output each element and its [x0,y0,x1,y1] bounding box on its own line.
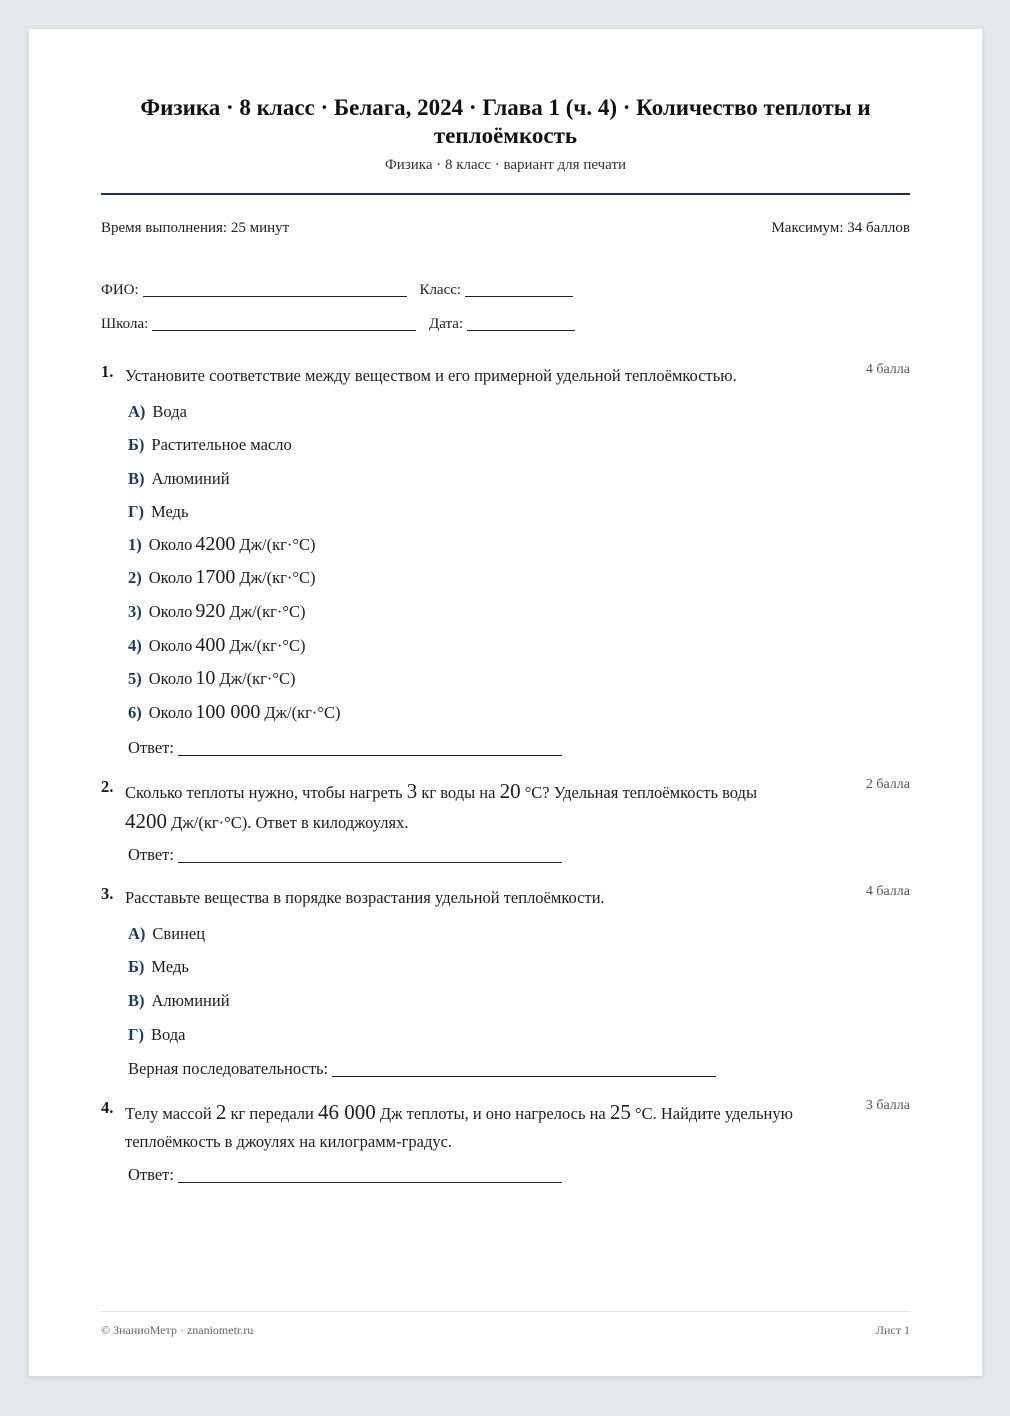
sequence-item-b [128,957,189,977]
option-label: 6) [128,703,142,722]
text-part: кг передали [230,1104,314,1123]
max-score: Максимум: 34 баллов [771,220,910,236]
answer-row-2 [128,845,562,865]
item-text: Медь [151,957,189,976]
match-item-v [128,469,230,489]
question-number: 3. [101,884,114,903]
date-label: Дата: [429,316,464,332]
option-label: 2) [128,568,142,587]
worksheet-page [29,29,982,1376]
footer-copyright: © ЗнаниоМетр · znaniometr.ru [101,1323,254,1337]
option-prefix: Около [148,568,193,587]
text-part: Сколько теплоты нужно, чтобы нагреть [125,783,403,802]
text-part: °C? Удельная теплоёмкость воды [524,783,758,802]
page-subtitle: Физика · 8 класс · вариант для печати [384,157,627,173]
item-label: Г) [128,1025,144,1044]
match-item-g [128,502,188,522]
item-label: Б) [128,957,145,976]
text-part: °C. Найдите удельную теплоёмкость в джоулях на килограмм-градус. [125,1104,793,1151]
number-value: 46 000 [318,1100,376,1124]
item-text: Вода [151,1025,186,1044]
option-value: 920 [195,600,226,622]
item-label: А) [128,924,146,943]
sequence-item-v [128,991,230,1011]
item-text: Алюминий [151,469,230,488]
text-part: кг воды на [421,783,496,802]
question-number: 2. [101,777,114,796]
option-label: 1) [128,535,142,554]
answer-label: Ответ: [128,845,174,864]
item-text: Свинец [152,924,206,943]
item-label: Б) [128,435,145,454]
school-label: Школа: [101,316,149,332]
item-text: Вода [152,402,187,421]
answer-label: Ответ: [128,1165,174,1184]
answer-input-line[interactable] [332,1076,716,1077]
fio-class-row [101,282,573,299]
option-unit: Дж/(кг·°C) [229,636,306,655]
question-points: 4 балла [865,884,910,899]
question-number: 1. [101,362,114,381]
fio-label: ФИО: [101,282,139,298]
option-prefix: Около [148,669,193,688]
question-text [125,1098,855,1156]
item-label: А) [128,402,146,421]
text-part: Дж теплоты, и оно нагрелось на [379,1104,606,1123]
option-prefix: Около [148,602,193,621]
match-option-5 [128,667,296,690]
option-value: 400 [195,634,226,656]
item-text: Медь [151,502,189,521]
school-date-row [101,316,575,333]
text-part: Телу массой [125,1104,212,1123]
option-prefix: Около [148,535,193,554]
match-option-3 [128,600,306,623]
answer-input-line[interactable] [178,862,562,863]
number-value: 20 [499,779,521,803]
fio-input-line[interactable] [143,296,407,297]
sequence-item-g [128,1025,186,1045]
number-value: 25 [609,1100,631,1124]
option-value: 1700 [195,566,236,588]
question-text: Установите соответствие между веществом и его примерной удельной теплоёмкостью. [125,366,737,385]
date-input-line[interactable] [467,330,575,331]
question-number: 4. [101,1098,114,1117]
number-value: 3 [406,779,418,803]
item-label: В) [128,469,145,488]
answer-row-4 [128,1165,562,1185]
answer-label: Верная последовательность: [128,1059,329,1078]
answer-label: Ответ: [128,738,174,757]
item-label: В) [128,991,145,1010]
footer-divider [101,1311,910,1312]
footer-sheet-number: Лист 1 [875,1323,910,1337]
question-text [125,777,855,837]
match-option-1 [128,533,316,556]
option-unit: Дж/(кг·°C) [264,703,341,722]
match-item-a [128,402,187,422]
option-unit: Дж/(кг·°C) [239,535,316,554]
class-input-line[interactable] [465,296,573,297]
number-value: 2 [215,1100,227,1124]
page-title: Физика · 8 класс · Белага, 2024 · Глава 1 (ч. 4) · Количество теплоты и теплоёмкость [140,95,871,148]
item-text: Растительное масло [151,435,292,454]
sequence-item-a [128,924,205,944]
question-points: 3 балла [865,1098,910,1113]
option-unit: Дж/(кг·°C) [239,568,316,587]
option-label: 5) [128,669,142,688]
item-text: Алюминий [151,991,230,1010]
option-prefix: Около [148,636,193,655]
item-label: Г) [128,502,144,521]
option-unit: Дж/(кг·°C) [229,602,306,621]
answer-input-line[interactable] [178,755,562,756]
number-value: 4200 [125,809,167,833]
time-limit: Время выполнения: 25 минут [101,220,290,236]
header-divider [101,193,910,195]
match-item-b [128,435,292,455]
answer-row-1 [128,738,562,758]
option-label: 4) [128,636,142,655]
option-unit: Дж/(кг·°C) [219,669,296,688]
answer-row-3 [128,1059,716,1079]
text-part: Дж/(кг·°C). Ответ в килоджоулях. [171,813,409,832]
school-input-line[interactable] [152,330,416,331]
class-label: Класс: [419,282,462,298]
option-value: 10 [195,667,216,689]
answer-input-line[interactable] [178,1182,562,1183]
option-value: 4200 [195,533,236,555]
option-prefix: Около [148,703,193,722]
question-text: Расставьте вещества в порядке возрастания удельной теплоёмкости. [125,888,605,907]
question-points: 4 балла [865,362,910,377]
match-option-6 [128,701,341,724]
match-option-4 [128,634,306,657]
option-value: 100 000 [195,701,261,723]
question-points: 2 балла [865,777,910,792]
option-label: 3) [128,602,142,621]
match-option-2 [128,566,316,589]
